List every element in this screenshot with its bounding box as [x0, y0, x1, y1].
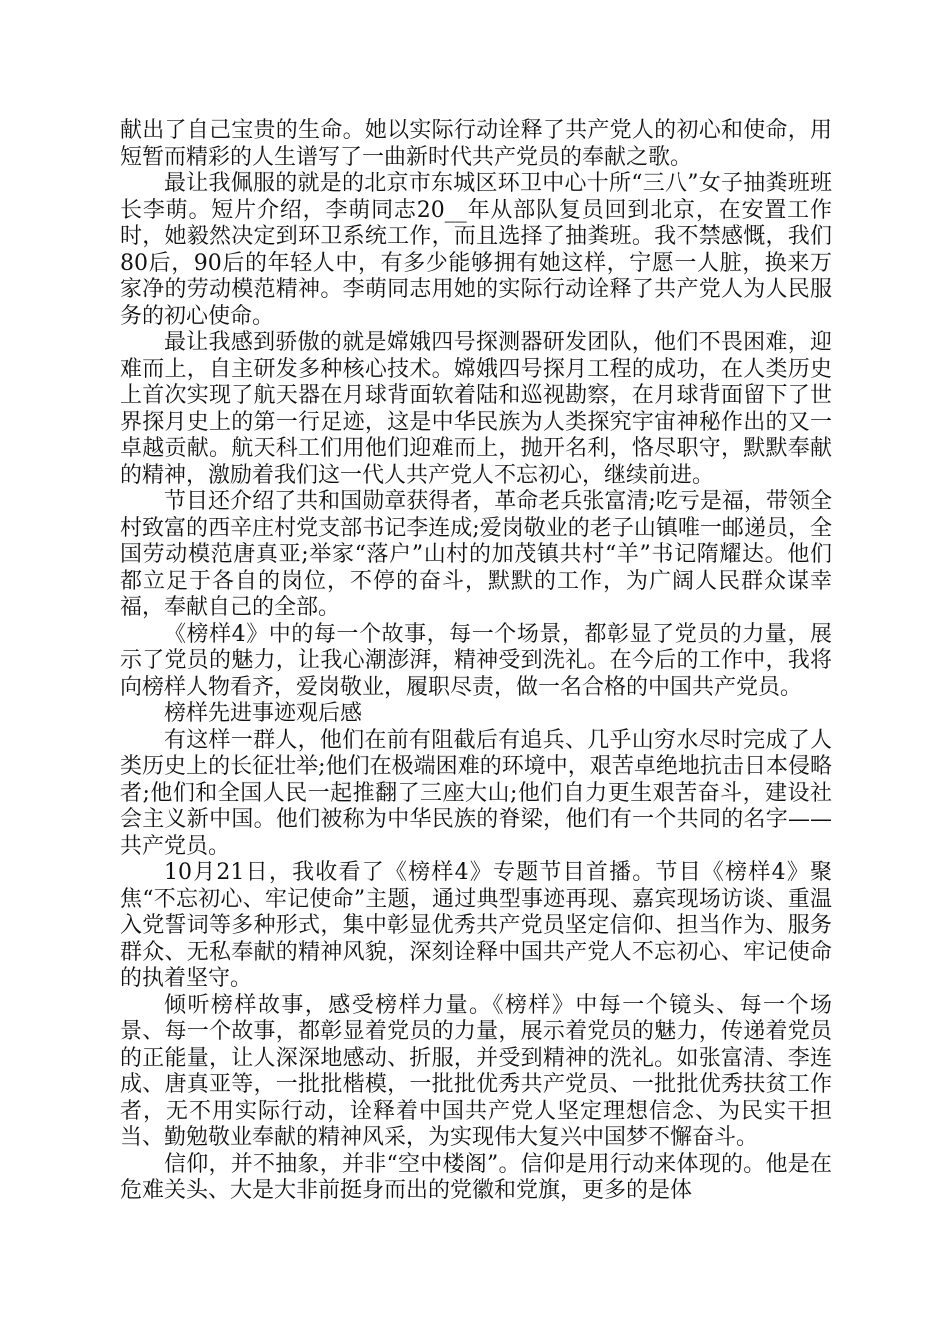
paragraph-li-meng: 最让我佩服的就是的北京市东城区环卫中心十所“三八”女子抽粪班班长李萌。短片介绍，李萌同志20__年从部队复员回到北京，在安置工作时，她毅然决定到环卫系统工作，而且选择了抽粪班。我不禁感慨，我们80后，90后的年轻人中，有多少能够拥有她这样，宁愿一人脏，换来万家净的劳动模范精神。李萌同志用她的实际行动诠释了共产党人为人民服务的初心使命。 [120, 171, 832, 329]
section-title: 榜样先进事迹观后感 [164, 701, 363, 726]
paragraph-awardees: 节目还介绍了共和国勋章获得者，革命老兵张富清;吃亏是福，带领全村致富的西辛庄村党支部书记李连成;爱岗敬业的老子山镇唯一邮递员，全国劳动模范唐真亚;举家“落户”山村的加茂镇共村“羊”书记隋耀达。他们都立足于各自的岗位，不停的奋斗，默默的工作，为广阔人民群众谋幸福，奉献自己的全部。 [120, 489, 832, 620]
paragraph-bangyang-4: 《榜样4》中的每一个故事，每一个场景，都彰显了党员的力量，展示了党员的魅力，让我心潮澎湃，精神受到洗礼。在今后的工作中，我将向榜样人物看齐，爱岗敬业，履职尽责，做一名合格的中国共产党员。 [120, 621, 832, 700]
paragraph-broadcast: 10月21日，我收看了《榜样4》专题节目首播。节目《榜样4》聚焦“不忘初心、牢记使命”主题，通过典型事迹再现、嘉宾现场访谈、重温入党誓词等多种形式，集中彰显优秀共产党员坚定信仰、担当作为、服务群众、无私奉献的精神风貌，深刻诠释中国共产党人不忘初心、牢记使命的执着坚守。 [120, 860, 832, 991]
paragraph-continuation: 献出了自己宝贵的生命。她以实际行动诠释了共产党人的初心和使命，用短暂而精彩的人生谱写了一曲新时代共产党员的奉献之歌。 [120, 118, 832, 170]
paragraph-party-members: 有这样一群人，他们在前有阻截后有追兵、几乎山穷水尽时完成了人类历史上的长征壮举;他们在极端困难的环境中，艰苦卓绝地抗击日本侵略者;他们和全国人民一起推翻了三座大山;他们自力更生艰苦奋斗，建设社会主义新中国。他们被称为中华民族的脊梁，他们有一个共同的名字——共产党员。 [120, 727, 832, 859]
paragraph-belief: 信仰，并不抽象，并非“空中楼阁”。信仰是用行动来体现的。他是在危难关头、大是大非前挺身而出的党徽和党旗，更多的是体 [120, 1151, 832, 1203]
paragraph-change-e-4: 最让我感到骄傲的就是嫦娥四号探测器研发团队，他们不畏困难，迎难而上，自主研发多种核心技术。嫦娥四号探月工程的成功，在人类历史上首次实现了航天器在月球背面软着陆和巡视勘察，在月球背面留下了世界探月史上的第一行足迹，这是中华民族为人类探究宇宙神秘作出的又一卓越贡献。航天科工们用他们迎难而上，抛开名利，恪尽职守，默默奉献的精神，激励着我们这一代人共产党人不忘初心，继续前进。 [120, 330, 832, 488]
document-page [120, 118, 832, 1205]
paragraph-role-model-stories: 倾听榜样故事，感受榜样力量。《榜样》中每一个镜头、每一个场景、每一个故事，都彰显着党员的力量，展示着党员的魅力，传递着党员的正能量，让人深深地感动、折服，并受到精神的洗礼。如张富清、李连成、唐真亚等，一批批楷模，一批批优秀共产党员、一批批优秀扶贫工作者，无不用实际行动，诠释着中国共产党人坚定理想信念、为民实干担当、勤勉敬业奉献的精神风采，为实现伟大复兴中国梦不懈奋斗。 [120, 992, 832, 1150]
